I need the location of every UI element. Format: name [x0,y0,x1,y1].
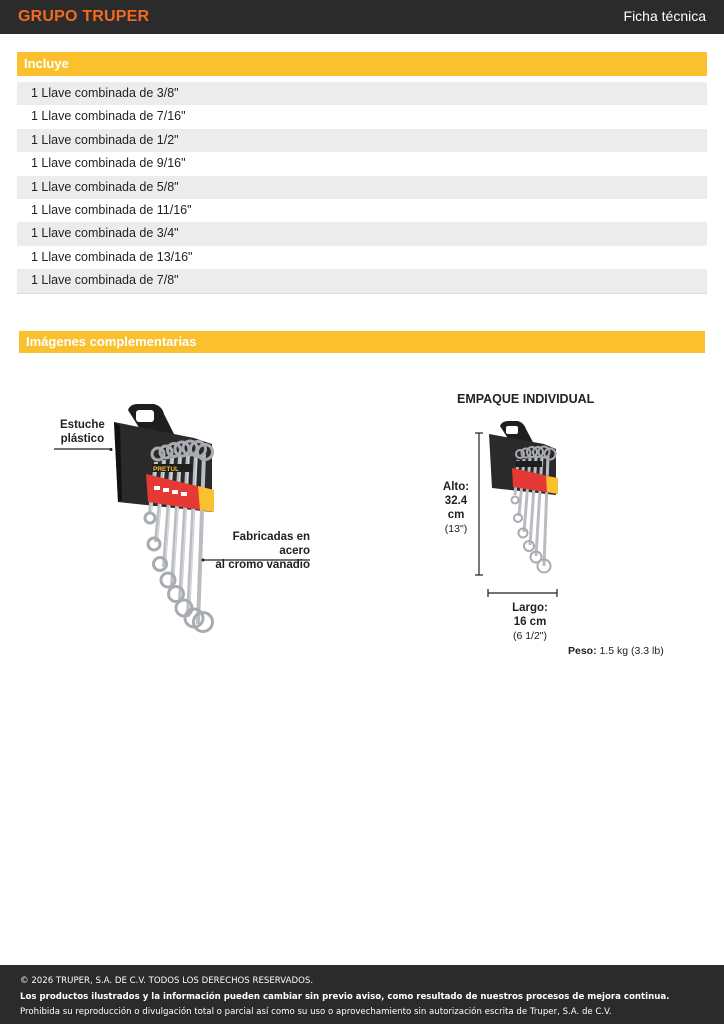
list-item: 1 Llave combinada de 5/8" [17,176,707,199]
footer-legal: Prohibida su reproducción o divulgación total o parcial así como su uso o aprovechamiento sin autorización escrita de Truper, S.A. de C.V. [20,1007,612,1017]
case-label-line1: Estuche [60,419,105,431]
footer [0,965,724,1024]
list-item: 1 Llave combinada de 13/16" [17,246,707,269]
weight-label-title: Peso: [568,645,597,657]
wrench-set-illustration [108,402,220,638]
steel-leader-line [200,558,312,562]
width-label-inches: (6 1/2") [512,630,548,642]
list-item: 1 Llave combinada de 11/16" [17,199,707,222]
width-dimension-line [487,586,559,600]
top-bar [0,0,724,34]
package-illustration [486,420,562,580]
width-label-title: Largo: [512,602,548,614]
height-label [436,480,476,536]
list-item: 1 Llave combinada de 7/16" [17,105,707,128]
steel-label [210,530,310,572]
height-label-title: Alto: [442,481,470,493]
weight-label [568,644,664,658]
case-leader-line [54,448,114,452]
list-item: 1 Llave combinada de 3/4" [17,222,707,245]
height-label-inches: (13") [444,523,468,535]
weight-label-value: 1.5 kg (3.3 lb) [599,645,664,657]
width-label [505,601,555,643]
footer-notice: Los productos ilustrados y la información pueden cambiar sin previo aviso, como resultado de nuestros procesos de mejora continua. [20,991,670,1002]
footer-copyright: © 2026 TRUPER, S.A. DE C.V. TODOS LOS DERECHOS RESERVADOS. [20,976,314,986]
list-item: 1 Llave combinada de 7/8" [17,269,707,292]
section-header-incluye: Incluye [17,52,707,76]
list-item: 1 Llave combinada de 1/2" [17,129,707,152]
document-type-title: Ficha técnica [623,8,706,24]
height-label-value: 32.4 cm [444,495,468,521]
brand-logo: GRUPO TRUPER [18,8,150,25]
list-item: 1 Llave combinada de 9/16" [17,152,707,175]
package-title: EMPAQUE INDIVIDUAL [457,392,595,406]
pack-brand-text: PRETUL [153,466,179,473]
case-label [60,418,105,446]
included-items-list [17,82,707,294]
section-header-imagenes: Imágenes complementarias [19,331,705,353]
case-label-line2: plástico [60,433,105,445]
width-label-value: 16 cm [513,616,547,628]
steel-label-line1: Fabricadas en acero [232,531,310,557]
list-item: 1 Llave combinada de 3/8" [17,82,707,105]
steel-label-line2: al cromo vanadio [215,559,310,571]
